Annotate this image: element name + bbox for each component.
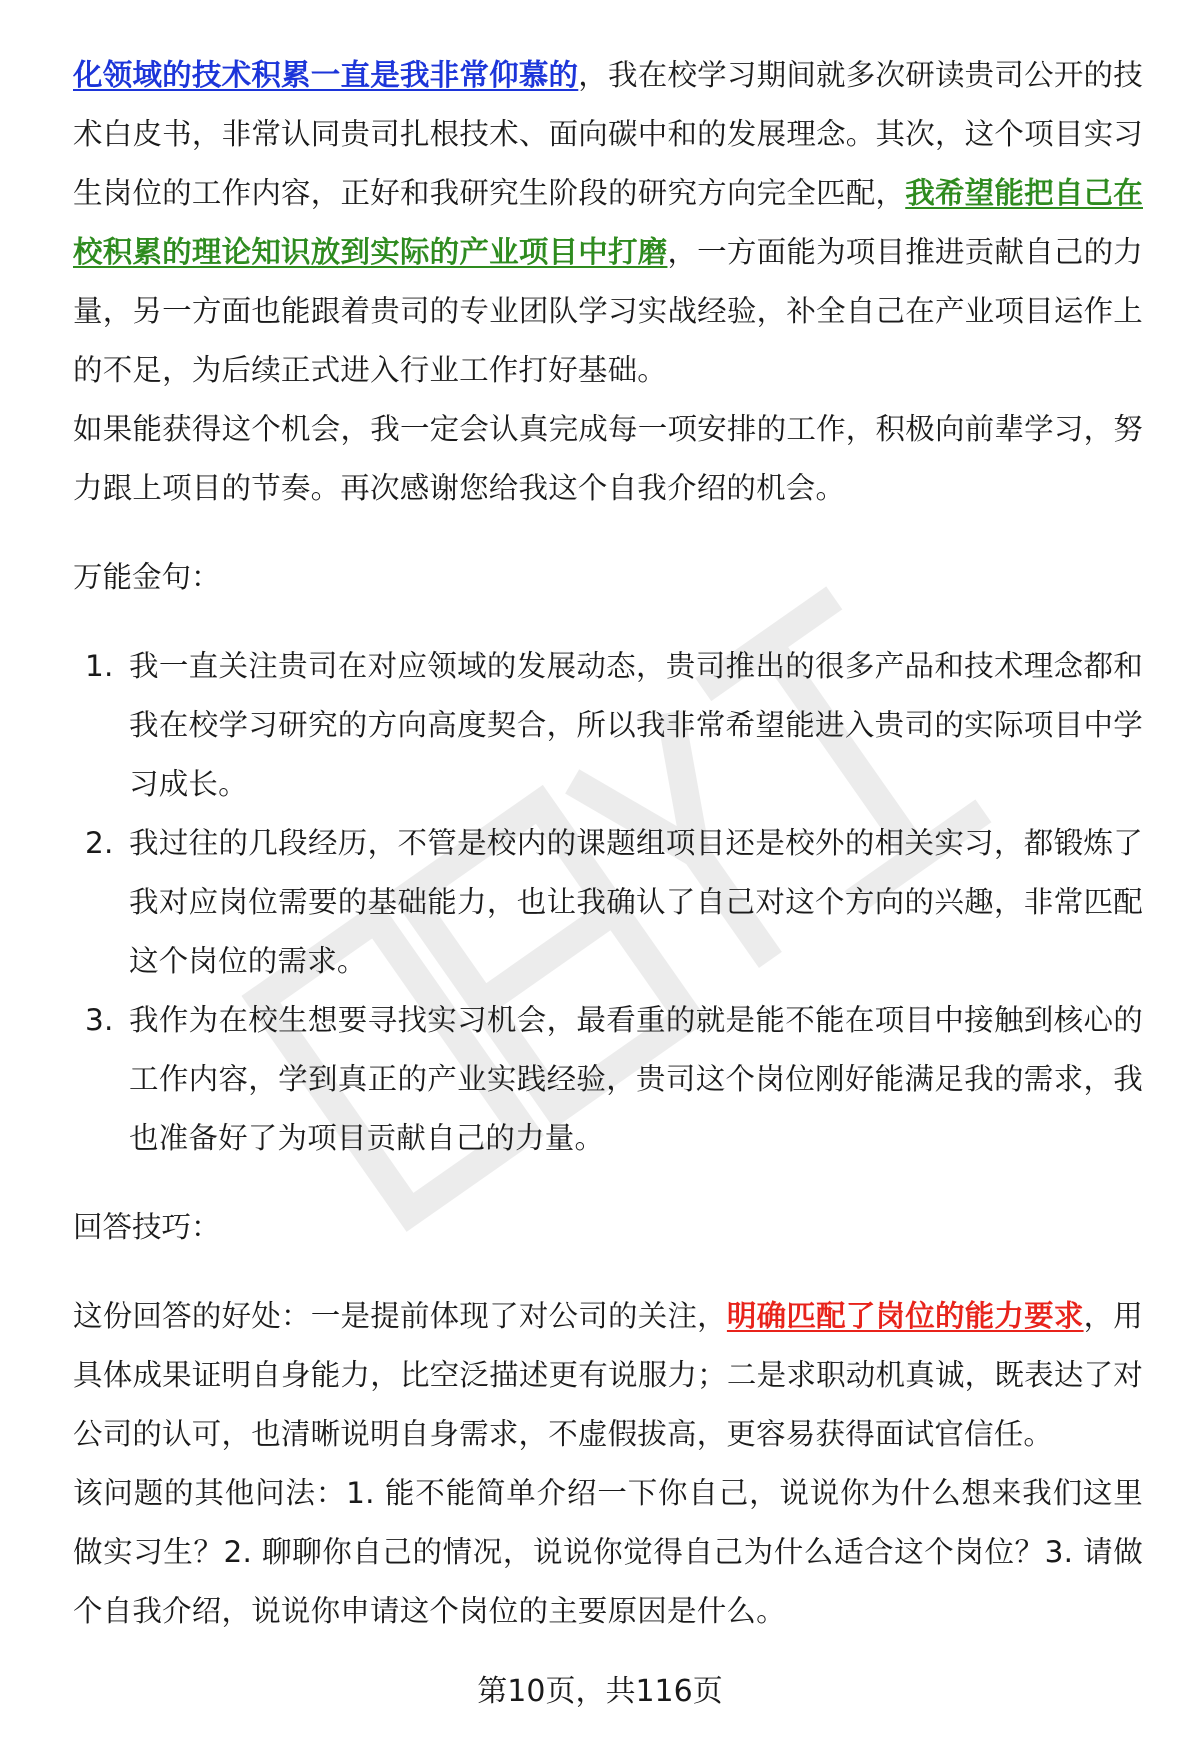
intro-paragraph-2: 如果能获得这个机会，我一定会认真完成每一项安排的工作，积极向前辈学习，努力跟上项目的节奏。再次感谢您给我这个自我介绍的机会。 (73, 412, 1143, 505)
technique-heading: 回答技巧： (73, 1210, 221, 1244)
golden-list (73, 637, 1143, 1168)
list-text: 我过往的几段经历，不管是校内的课题组项目还是校外的相关实习，都锻炼了我对应岗位需要的基础能力，也让我确认了自己对这个方向的兴趣，非常匹配这个岗位的需求。 (129, 826, 1143, 978)
technique-paragraph-2: 该问题的其他问法：1. 能不能简单介绍一下你自己，说说你为什么想来我们这里做实习生？2. 聊聊你自己的情况，说说你觉得自己为什么适合这个岗位？3. 请做个自我介绍，说说你申请这个岗位的主要原因是什么。 (73, 1476, 1143, 1628)
document-body (73, 46, 1143, 1641)
list-text: 我作为在校生想要寻找实习机会，最看重的就是能不能在项目中接触到核心的工作内容，学到真正的产业实践经验，贵司这个岗位刚好能满足我的需求，我也准备好了为项目贡献自己的力量。 (129, 1003, 1143, 1155)
intro-text-b: ，一方面能为项目推进贡献自己的力量，另一方面也能跟着贵司的专业团队学习实战经验，补全自己在产业项目运作上的不足，为后续正式进入行业工作打好基础。 (73, 235, 1143, 387)
highlight-red: 明确匹配了岗位的能力要求 (726, 1299, 1084, 1333)
list-item (73, 637, 1143, 814)
golden-heading: 万能金句： (73, 560, 221, 594)
list-text: 我一直关注贵司在对应领域的发展动态，贵司推出的很多产品和技术理念都和我在校学习研究的方向高度契合，所以我非常希望能进入贵司的实际项目中学习成长。 (129, 649, 1143, 801)
technique-paragraph-1 (73, 1287, 1143, 1464)
list-item (73, 814, 1143, 991)
technique-text-a: 这份回答的好处：一是提前体现了对公司的关注， (73, 1299, 727, 1333)
highlight-blue: 化领域的技术积累一直是我非常仰慕的 (73, 58, 579, 92)
list-number: 1. (85, 649, 114, 683)
technique-text-b: ，用具体成果证明自身能力，比空泛描述更有说服力；二是求职动机真诚，既表达了对公司的认可，也清晰说明自身需求，不虚假拔高，更容易获得面试官信任。 (73, 1299, 1144, 1451)
list-number: 3. (85, 1003, 114, 1037)
list-number: 2. (85, 826, 114, 860)
page-number: 第10页，共116页 (477, 1674, 723, 1709)
intro-text-a: ，我在校学习期间就多次研读贵司公开的技术白皮书，非常认同贵司扎根技术、面向碳中和的发展理念。其次，这个项目实习生岗位的工作内容，正好和我研究生阶段的研究方向完全匹配， (73, 58, 1143, 210)
highlight-green: 我希望能把自己在校积累的理论知识放到实际的产业项目中打磨 (73, 176, 1143, 269)
list-item (73, 991, 1143, 1168)
intro-paragraph-1 (73, 46, 1143, 400)
